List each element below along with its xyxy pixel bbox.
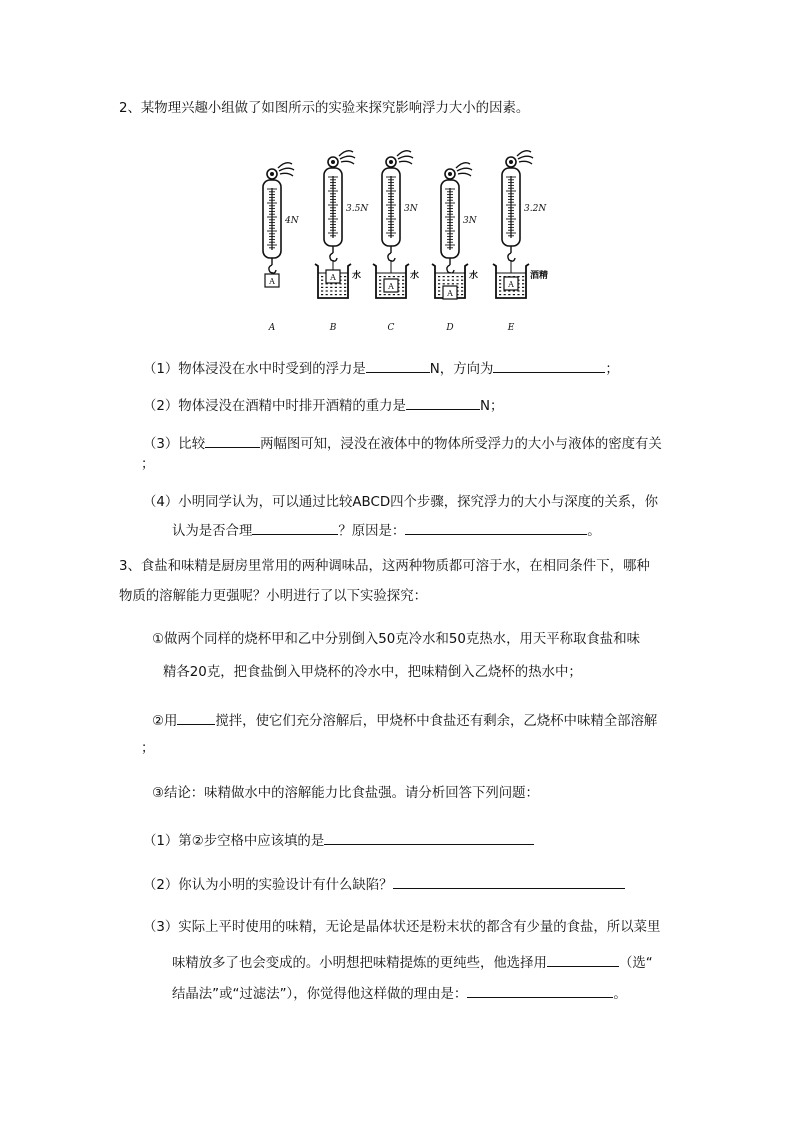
liquid-dash <box>438 276 440 277</box>
hook-icon <box>508 253 515 261</box>
liquid-dash <box>447 280 449 281</box>
liquid-label: 水 <box>410 271 420 281</box>
liquid-dash <box>461 283 463 284</box>
q2-sub3-blank[interactable] <box>205 432 260 448</box>
liquid-dash <box>443 276 445 277</box>
liquid-dash <box>499 290 501 291</box>
q2-sub1-text-c: ； <box>605 362 619 377</box>
q3-sub3-line3 <box>172 982 627 1005</box>
liquid-dash <box>321 283 323 284</box>
liquid-dash <box>456 280 458 281</box>
liquid-dash <box>522 290 524 291</box>
q2-sub1 <box>143 357 619 380</box>
panel-label: C <box>387 323 395 333</box>
q3-intro-line2 <box>119 587 427 607</box>
q2-sub2-text-b: N； <box>479 399 504 414</box>
block-label: A <box>388 282 394 291</box>
liquid-dash <box>321 294 323 295</box>
panel-a <box>263 163 300 333</box>
hand-icon <box>456 163 472 176</box>
liquid-dash <box>504 294 506 295</box>
q2-sub4-text-d: 。 <box>587 524 601 539</box>
panel-b <box>315 151 369 333</box>
liquid-dash <box>438 283 440 284</box>
q3-sub1-blank[interactable] <box>324 829 534 845</box>
liquid-dash <box>339 294 341 295</box>
q3-sub3-text-b: 味精放多了也会变成的。小明想把味精提炼的更纯些，他选择用 <box>172 956 547 971</box>
liquid-dash <box>326 287 328 288</box>
hand-icon <box>339 151 355 164</box>
block-label: A <box>330 273 336 282</box>
q2-sub4-line1 <box>143 493 658 513</box>
liquid-dash <box>388 294 390 295</box>
hook-icon <box>269 265 276 273</box>
liquid-dash <box>402 276 404 277</box>
q3-sub3-blank-reason[interactable] <box>467 982 613 998</box>
liquid-dash <box>344 280 346 281</box>
liquid-dash <box>330 290 332 291</box>
panel-e <box>493 151 548 333</box>
liquid-dash <box>326 294 328 295</box>
scale-ring-center <box>270 172 274 176</box>
liquid-dash <box>379 290 381 291</box>
liquid-dash <box>388 276 390 277</box>
liquid-dash <box>461 280 463 281</box>
liquid-dash <box>339 290 341 291</box>
q3-intro-line1 <box>119 557 650 577</box>
q2-sub3-end <box>141 455 154 475</box>
liquid-dash <box>456 276 458 277</box>
panel-label: A <box>268 323 276 333</box>
q2-sub2-text: （2）物体浸没在酒精中时排开酒精的重力是 <box>143 399 406 414</box>
liquid-dash <box>443 283 445 284</box>
liquid-dash <box>522 294 524 295</box>
panel-label: D <box>446 323 454 333</box>
liquid-label: 水 <box>352 271 362 281</box>
liquid-dash <box>335 287 337 288</box>
q2-sub1-text: （1）物体浸没在水中时受到的浮力是 <box>143 362 366 377</box>
liquid-dash <box>393 294 395 295</box>
q3-intro-text: 3、食盐和味精是厨房里常用的两种调味品，这两种物质都可溶于水，在相同条件下，哪种 <box>119 559 650 574</box>
q3-step3 <box>152 784 539 804</box>
q2-sub1-blank-force[interactable] <box>366 357 430 373</box>
scale-reading: 3.5N <box>346 204 369 214</box>
scale-ring-center <box>389 160 393 164</box>
scale-reading: 3N <box>404 204 418 214</box>
q2-sub4-text-c: ？原因是： <box>338 524 406 539</box>
scale-ring-center <box>448 172 452 176</box>
panel-label: E <box>507 323 515 333</box>
liquid-dash <box>499 280 501 281</box>
q3-sub3-text-d: 结晶法”或“过滤法”），你觉得他这样做的理由是： <box>172 987 468 1002</box>
q2-sub2 <box>143 394 503 417</box>
liquid-dash <box>402 294 404 295</box>
q3-step1-text-b: 精各20克，把食盐倒入甲烧杯的冷水中，把味精倒入乙烧杯的热水中； <box>163 665 582 680</box>
hand-icon <box>397 151 413 164</box>
q3-sub3-blank-method[interactable] <box>547 951 619 967</box>
liquid-dash <box>384 294 386 295</box>
liquid-dash <box>379 276 381 277</box>
liquid-dash <box>447 283 449 284</box>
liquid-dash <box>379 294 381 295</box>
q3-sub2 <box>143 873 625 896</box>
liquid-label: 酒精 <box>530 271 549 281</box>
q3-step2 <box>152 709 657 732</box>
q3-sub1-text: （1）第②步空格中应该填的是 <box>143 834 325 849</box>
liquid-dash <box>393 276 395 277</box>
q2-title <box>119 99 529 119</box>
q2-sub4-text-b: 认为是否合理 <box>172 524 253 539</box>
liquid-dash <box>402 283 404 284</box>
liquid-dash <box>461 290 463 291</box>
liquid-dash <box>330 294 332 295</box>
q2-sub4-line2 <box>172 519 601 542</box>
liquid-dash <box>326 290 328 291</box>
q3-step2-text-b: 搅拌，使它们充分溶解后，甲烧杯中食盐还有剩余，乙烧杯中味精全部溶解 <box>215 714 658 729</box>
q3-step2-blank[interactable] <box>177 709 215 725</box>
liquid-dash <box>522 287 524 288</box>
q3-sub3-line1 <box>143 918 660 938</box>
q2-sub4-text: （4）小明同学认为，可以通过比较ABCD四个步骤，探究浮力的大小与深度的关系，你 <box>143 495 658 510</box>
liquid-dash <box>522 283 524 284</box>
liquid-dash <box>508 294 510 295</box>
liquid-dash <box>344 287 346 288</box>
hand-icon <box>517 151 533 164</box>
q2-sub3-text-b: 两幅图可知，浸没在液体中的物体所受浮力的大小与液体的密度有关 <box>260 437 662 452</box>
q2-sub3 <box>143 432 662 455</box>
liquid-dash <box>335 290 337 291</box>
liquid-dash <box>461 294 463 295</box>
liquid-dash <box>447 276 449 277</box>
hand-icon <box>278 163 294 176</box>
q3-sub3-text: （3）实际上平时使用的味精，无论是晶体状还是粉末状的都含有少量的食盐，所以菜里 <box>143 920 661 935</box>
liquid-dash <box>339 287 341 288</box>
liquid-dash <box>499 294 501 295</box>
liquid-dash <box>499 283 501 284</box>
liquid-dash <box>499 287 501 288</box>
hook-icon <box>447 265 454 273</box>
liquid-dash <box>456 283 458 284</box>
q2-title-text: 2、某物理兴趣小组做了如图所示的实验来探究影响浮力大小的因素。 <box>119 101 530 116</box>
q2-sub4-blank-reasonable[interactable] <box>252 519 338 535</box>
liquid-dash <box>397 276 399 277</box>
block-label: A <box>447 289 453 298</box>
scale-reading: 3N <box>463 216 477 226</box>
q3-sub2-text: （2）你认为小明的实验设计有什么缺陷？ <box>143 878 393 893</box>
liquid-dash <box>513 294 515 295</box>
liquid-dash <box>379 287 381 288</box>
hook-icon <box>330 253 337 261</box>
q3-step2-text: ②用 <box>152 714 178 729</box>
q3-sub2-blank[interactable] <box>393 873 625 889</box>
q3-step1-line2 <box>163 663 582 683</box>
buoyancy-experiment-figure <box>248 144 568 336</box>
liquid-dash <box>452 276 454 277</box>
liquid-dash <box>321 280 323 281</box>
liquid-dash <box>321 290 323 291</box>
liquid-dash <box>402 280 404 281</box>
liquid-dash <box>397 294 399 295</box>
hook-icon <box>388 253 395 261</box>
liquid-dash <box>499 276 501 277</box>
liquid-dash <box>335 294 337 295</box>
q3-step3-text: ③结论：味精做水中的溶解能力比食盐强。请分析回答下列问题： <box>152 786 539 801</box>
liquid-dash <box>344 294 346 295</box>
panel-label: B <box>329 323 337 333</box>
liquid-dash <box>344 290 346 291</box>
q3-step2-end <box>141 739 154 759</box>
q2-sub3-text-c: ； <box>141 457 155 472</box>
liquid-dash <box>452 280 454 281</box>
scale-ring-center <box>331 160 335 164</box>
liquid-dash <box>438 280 440 281</box>
q3-step1-line1 <box>152 630 640 650</box>
liquid-dash <box>438 287 440 288</box>
liquid-dash <box>344 283 346 284</box>
liquid-dash <box>522 280 524 281</box>
liquid-dash <box>330 287 332 288</box>
q3-sub3-text-c: （选“ <box>618 956 653 971</box>
q3-sub1 <box>143 829 534 852</box>
liquid-dash <box>321 287 323 288</box>
liquid-dash <box>461 276 463 277</box>
liquid-dash <box>517 294 519 295</box>
panel-c <box>373 151 419 333</box>
q2-sub4-blank-reason[interactable] <box>405 519 587 535</box>
liquid-dash <box>461 287 463 288</box>
liquid-dash <box>344 276 346 277</box>
q3-step1-text: ①做两个同样的烧杯甲和乙中分别倒入50克冷水和50克热水，用天平称取食盐和味 <box>152 632 640 647</box>
liquid-dash <box>402 287 404 288</box>
q2-sub1-text-b: N，方向为 <box>429 362 494 377</box>
scale-ring-center <box>509 160 513 164</box>
q3-step2-text-c: ； <box>141 741 155 756</box>
liquid-dash <box>443 280 445 281</box>
q2-sub2-blank[interactable] <box>406 394 480 410</box>
q2-sub1-blank-direction[interactable] <box>493 357 605 373</box>
liquid-dash <box>384 276 386 277</box>
q3-intro-text-b: 物质的溶解能力更强呢？小明进行了以下实验探究： <box>119 589 427 604</box>
liquid-dash <box>522 276 524 277</box>
block-label: A <box>508 280 514 289</box>
liquid-dash <box>321 276 323 277</box>
q3-sub3-line2 <box>172 951 653 974</box>
block-label: A <box>269 277 275 286</box>
scale-reading: 4N <box>285 216 299 226</box>
liquid-dash <box>438 290 440 291</box>
q3-sub3-text-e: 。 <box>613 987 627 1002</box>
panel-d <box>432 163 478 333</box>
scale-reading: 3.2N <box>524 204 547 214</box>
liquid-label: 水 <box>469 271 479 281</box>
liquid-dash <box>379 283 381 284</box>
q2-sub3-text: （3）比较 <box>143 437 206 452</box>
liquid-dash <box>379 280 381 281</box>
liquid-dash <box>452 283 454 284</box>
liquid-dash <box>438 294 440 295</box>
liquid-dash <box>402 290 404 291</box>
